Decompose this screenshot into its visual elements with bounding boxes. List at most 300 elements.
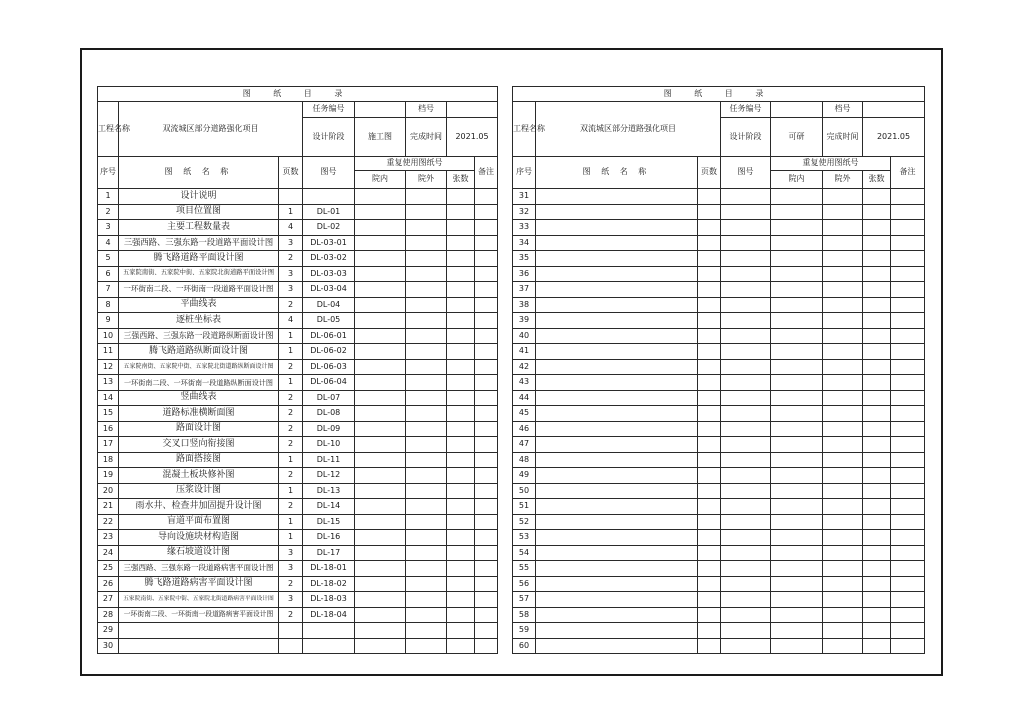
drawing-name [536, 514, 698, 530]
reuse-external-number [823, 375, 863, 391]
reuse-internal-number [355, 530, 406, 546]
page-count: 4 [279, 313, 303, 329]
drawing-name [536, 561, 698, 577]
row-number: 55 [513, 561, 536, 577]
table-row [513, 638, 925, 654]
reuse-internal-number [771, 313, 823, 329]
sheet-count [863, 266, 891, 282]
drawing-name [536, 638, 698, 654]
drawing-name [536, 266, 698, 282]
page-count [698, 297, 721, 313]
page-count: 2 [279, 297, 303, 313]
remarks [891, 313, 925, 329]
row-number: 59 [513, 623, 536, 639]
task-number-label: 任务编号 [721, 102, 771, 118]
page-count [698, 468, 721, 484]
drawing-number: DL-03-02 [303, 251, 355, 267]
reuse-internal-number [355, 406, 406, 422]
header-drawing-number: 图号 [303, 157, 355, 189]
project-name: 双流城区部分道路强化项目 [536, 102, 721, 157]
drawing-number [721, 266, 771, 282]
reuse-internal-number [355, 390, 406, 406]
table-row [513, 297, 925, 313]
reuse-external-number [406, 561, 447, 577]
reuse-internal-number [771, 390, 823, 406]
remarks [475, 623, 498, 639]
sheet-count [863, 359, 891, 375]
drawing-name [536, 344, 698, 360]
table-row [98, 220, 498, 236]
row-number: 58 [513, 607, 536, 623]
page-count [698, 576, 721, 592]
reuse-external-number [406, 328, 447, 344]
drawing-number: DL-18-02 [303, 576, 355, 592]
remarks [891, 375, 925, 391]
drawing-number: DL-05 [303, 313, 355, 329]
page-count [698, 607, 721, 623]
table-row [98, 545, 498, 561]
sheet-count [863, 421, 891, 437]
remarks [891, 499, 925, 515]
header-external: 院外 [406, 171, 447, 189]
sheet-count [863, 623, 891, 639]
page-count [698, 266, 721, 282]
drawing-number: DL-09 [303, 421, 355, 437]
row-number: 9 [98, 313, 119, 329]
remarks [475, 421, 498, 437]
remarks [475, 499, 498, 515]
reuse-external-number [823, 483, 863, 499]
sheet-count [447, 390, 475, 406]
reuse-internal-number [771, 468, 823, 484]
drawing-name [536, 592, 698, 608]
reuse-external-number [823, 189, 863, 205]
sheet-count [863, 406, 891, 422]
drawing-name: 项目位置图 [119, 204, 279, 220]
sheet-title: 图 纸 目 录 [513, 87, 925, 102]
row-number: 29 [98, 623, 119, 639]
drawing-name [119, 623, 279, 639]
drawing-name: 交叉口竖向衔接图 [119, 437, 279, 453]
remarks [891, 297, 925, 313]
page-count: 4 [279, 220, 303, 236]
page-count [698, 545, 721, 561]
table-row [98, 638, 498, 654]
drawing-number [721, 235, 771, 251]
reuse-internal-number [771, 576, 823, 592]
header-remarks: 备注 [475, 157, 498, 189]
sheet-count [863, 344, 891, 360]
page-count: 1 [279, 204, 303, 220]
drawing-number [721, 561, 771, 577]
drawing-number: DL-12 [303, 468, 355, 484]
sheet-count [447, 406, 475, 422]
row-number: 27 [98, 592, 119, 608]
drawing-name [536, 359, 698, 375]
completion-date-label: 完成时间 [823, 118, 863, 157]
reuse-internal-number [771, 545, 823, 561]
page-count [698, 530, 721, 546]
row-number: 37 [513, 282, 536, 298]
drawing-number [721, 251, 771, 267]
remarks [891, 483, 925, 499]
table-row [513, 452, 925, 468]
reuse-external-number [823, 623, 863, 639]
drawing-name: 三强西路、三强东路一段道路纵断面设计图 [119, 328, 279, 344]
drawing-name: 道路标准横断面图 [119, 406, 279, 422]
table-row [98, 514, 498, 530]
remarks [891, 576, 925, 592]
reuse-internal-number [771, 623, 823, 639]
page-count [279, 638, 303, 654]
drawing-number [721, 576, 771, 592]
reuse-external-number [406, 623, 447, 639]
drawing-name: 腾飞路道路病害平面设计图 [119, 576, 279, 592]
drawing-number: DL-10 [303, 437, 355, 453]
row-number: 26 [98, 576, 119, 592]
reuse-internal-number [355, 452, 406, 468]
drawing-number [721, 468, 771, 484]
table-row [98, 483, 498, 499]
drawing-name: 压浆设计图 [119, 483, 279, 499]
table-row [98, 235, 498, 251]
table-row [513, 607, 925, 623]
page-count [698, 638, 721, 654]
row-number: 33 [513, 220, 536, 236]
drawing-name [536, 468, 698, 484]
drawing-number [303, 623, 355, 639]
sheet-count [447, 375, 475, 391]
remarks [891, 189, 925, 205]
reuse-external-number [406, 437, 447, 453]
project-name-label: 工程名称 [98, 102, 119, 157]
table-row [98, 592, 498, 608]
remarks [475, 452, 498, 468]
drawing-number [721, 499, 771, 515]
table-row [513, 514, 925, 530]
sheet-count [863, 592, 891, 608]
reuse-external-number [406, 282, 447, 298]
remarks [891, 220, 925, 236]
table-row [513, 266, 925, 282]
header-reused-drawing-number: 重复使用图纸号 [771, 157, 891, 171]
archive-number-value [863, 102, 925, 118]
drawing-number [721, 359, 771, 375]
reuse-external-number [406, 607, 447, 623]
remarks [475, 514, 498, 530]
page-count: 3 [279, 561, 303, 577]
reuse-external-number [823, 266, 863, 282]
reuse-internal-number [355, 297, 406, 313]
header-remarks: 备注 [891, 157, 925, 189]
reuse-internal-number [355, 266, 406, 282]
page-count: 2 [279, 421, 303, 437]
row-number: 13 [98, 375, 119, 391]
page-count: 2 [279, 468, 303, 484]
sheet-count [447, 592, 475, 608]
drawing-number: DL-06-01 [303, 328, 355, 344]
row-number: 56 [513, 576, 536, 592]
row-number: 53 [513, 530, 536, 546]
page-count [698, 189, 721, 205]
reuse-internal-number [355, 359, 406, 375]
remarks [475, 607, 498, 623]
reuse-internal-number [771, 220, 823, 236]
drawing-name: 五家院南街、五家院中街、五家院北街道路平面设计图 [119, 266, 279, 282]
drawing-name [536, 483, 698, 499]
sheet-count [447, 235, 475, 251]
sheet-count [447, 607, 475, 623]
drawing-name [536, 545, 698, 561]
sheet-count [863, 514, 891, 530]
reuse-internal-number [355, 483, 406, 499]
header-serial-number: 序号 [513, 157, 536, 189]
drawing-number: DL-14 [303, 499, 355, 515]
header-external: 院外 [823, 171, 863, 189]
header-serial-number: 序号 [98, 157, 119, 189]
completion-date-label: 完成时间 [406, 118, 447, 157]
page-count: 3 [279, 592, 303, 608]
remarks [891, 545, 925, 561]
table-row [513, 220, 925, 236]
drawing-name [536, 607, 698, 623]
page-count: 1 [279, 375, 303, 391]
drawing-number [303, 638, 355, 654]
reuse-external-number [823, 220, 863, 236]
page-count [698, 344, 721, 360]
reuse-internal-number [355, 328, 406, 344]
reuse-internal-number [771, 514, 823, 530]
remarks [475, 437, 498, 453]
drawing-name: 缘石坡道设计图 [119, 545, 279, 561]
reuse-external-number [406, 499, 447, 515]
column-header-row [98, 157, 498, 171]
row-number: 38 [513, 297, 536, 313]
page-count [698, 406, 721, 422]
reuse-external-number [823, 359, 863, 375]
reuse-external-number [406, 313, 447, 329]
sheet-count [863, 561, 891, 577]
sheet-count [863, 390, 891, 406]
table-row [513, 375, 925, 391]
sheet-count [447, 452, 475, 468]
remarks [475, 251, 498, 267]
sheet-count [447, 437, 475, 453]
design-stage-value: 施工图 [355, 118, 406, 157]
reuse-external-number [823, 437, 863, 453]
sheet-count [447, 514, 475, 530]
table-row [98, 561, 498, 577]
drawing-number: DL-01 [303, 204, 355, 220]
drawing-number [721, 452, 771, 468]
sheet-count [863, 483, 891, 499]
remarks [891, 266, 925, 282]
row-number: 17 [98, 437, 119, 453]
title-row [513, 87, 925, 102]
sheet-count [447, 638, 475, 654]
sheet-count [863, 452, 891, 468]
remarks [475, 313, 498, 329]
reuse-external-number [406, 530, 447, 546]
row-number: 35 [513, 251, 536, 267]
reuse-internal-number [771, 328, 823, 344]
sheet-count [447, 359, 475, 375]
drawing-number: DL-08 [303, 406, 355, 422]
reuse-internal-number [771, 561, 823, 577]
row-number: 10 [98, 328, 119, 344]
row-number: 14 [98, 390, 119, 406]
page-count [698, 483, 721, 499]
table-row [513, 390, 925, 406]
design-stage-label: 设计阶段 [303, 118, 355, 157]
table-row [98, 313, 498, 329]
remarks [891, 421, 925, 437]
drawing-number [721, 638, 771, 654]
table-row [513, 251, 925, 267]
reuse-external-number [406, 390, 447, 406]
remarks [891, 328, 925, 344]
page-count [698, 390, 721, 406]
page-count: 2 [279, 251, 303, 267]
drawing-name: 三强西路、三强东路一段道路病害平面设计图 [119, 561, 279, 577]
row-number: 42 [513, 359, 536, 375]
reuse-internal-number [771, 375, 823, 391]
reuse-internal-number [355, 623, 406, 639]
row-number: 3 [98, 220, 119, 236]
drawing-name [536, 452, 698, 468]
table-row [513, 437, 925, 453]
table-row [513, 313, 925, 329]
page-count: 3 [279, 545, 303, 561]
row-number: 5 [98, 251, 119, 267]
reuse-external-number [406, 204, 447, 220]
sheet-count [447, 297, 475, 313]
page-count [698, 592, 721, 608]
drawing-number: DL-03-01 [303, 235, 355, 251]
sheet-title: 图 纸 目 录 [98, 87, 498, 102]
table-row [98, 375, 498, 391]
remarks [475, 344, 498, 360]
sheet-count [863, 251, 891, 267]
reuse-internal-number [771, 266, 823, 282]
sheet-count [863, 499, 891, 515]
remarks [891, 607, 925, 623]
reuse-internal-number [355, 375, 406, 391]
page-count [698, 561, 721, 577]
drawing-name [536, 576, 698, 592]
reuse-internal-number [771, 421, 823, 437]
page-count [698, 313, 721, 329]
sheet-count [863, 437, 891, 453]
table-row [513, 359, 925, 375]
project-name: 双流城区部分道路强化项目 [119, 102, 303, 157]
reuse-internal-number [355, 220, 406, 236]
row-number: 2 [98, 204, 119, 220]
page-count [698, 328, 721, 344]
drawing-number: DL-16 [303, 530, 355, 546]
reuse-external-number [406, 375, 447, 391]
header-drawing-number: 图号 [721, 157, 771, 189]
reuse-internal-number [355, 251, 406, 267]
page-count: 1 [279, 530, 303, 546]
row-number: 21 [98, 499, 119, 515]
drawing-name: 一环街南二段、一环街南一段道路纵断面设计图 [119, 375, 279, 391]
drawing-number: DL-06-04 [303, 375, 355, 391]
drawing-number: DL-04 [303, 297, 355, 313]
drawing-index-sheet-left [97, 86, 498, 654]
remarks [891, 359, 925, 375]
remarks [475, 545, 498, 561]
sheet-count [863, 638, 891, 654]
table-row [513, 530, 925, 546]
remarks [891, 235, 925, 251]
header-sheet-count: 张数 [863, 171, 891, 189]
row-number: 50 [513, 483, 536, 499]
remarks [891, 468, 925, 484]
reuse-external-number [823, 576, 863, 592]
drawing-number [721, 421, 771, 437]
drawing-name: 一环街南二段、一环街南一段道路平面设计图 [119, 282, 279, 298]
sheet-count [447, 220, 475, 236]
drawing-name [536, 297, 698, 313]
remarks [475, 592, 498, 608]
drawing-name [536, 623, 698, 639]
table-row [98, 623, 498, 639]
remarks [891, 344, 925, 360]
reuse-external-number [823, 499, 863, 515]
remarks [891, 592, 925, 608]
table-row [513, 483, 925, 499]
row-number: 52 [513, 514, 536, 530]
reuse-internal-number [355, 189, 406, 205]
drawing-number: DL-03-03 [303, 266, 355, 282]
table-row [98, 390, 498, 406]
drawing-name [536, 499, 698, 515]
sheet-count [447, 483, 475, 499]
drawing-name [536, 328, 698, 344]
drawing-number [721, 483, 771, 499]
remarks [475, 406, 498, 422]
archive-number-value [447, 102, 498, 118]
reuse-external-number [406, 220, 447, 236]
table-row [98, 530, 498, 546]
reuse-external-number [823, 530, 863, 546]
table-row [513, 545, 925, 561]
sheet-count [447, 328, 475, 344]
drawing-name [536, 530, 698, 546]
drawing-name [536, 437, 698, 453]
page-count [698, 251, 721, 267]
drawing-name: 一环街南二段、一环街南一段道路病害平面设计图 [119, 607, 279, 623]
sheet-count [447, 189, 475, 205]
remarks [475, 235, 498, 251]
page-count: 2 [279, 576, 303, 592]
sheet-count [447, 421, 475, 437]
table-row [513, 421, 925, 437]
sheet-count [447, 545, 475, 561]
remarks [891, 623, 925, 639]
design-stage-value: 可研 [771, 118, 823, 157]
drawing-number [721, 297, 771, 313]
reuse-internal-number [355, 468, 406, 484]
table-row [98, 189, 498, 205]
row-number: 31 [513, 189, 536, 205]
completion-date-value: 2021.05 [863, 118, 925, 157]
page-count [279, 623, 303, 639]
table-row [98, 328, 498, 344]
sheet-count [447, 251, 475, 267]
page-count [698, 452, 721, 468]
